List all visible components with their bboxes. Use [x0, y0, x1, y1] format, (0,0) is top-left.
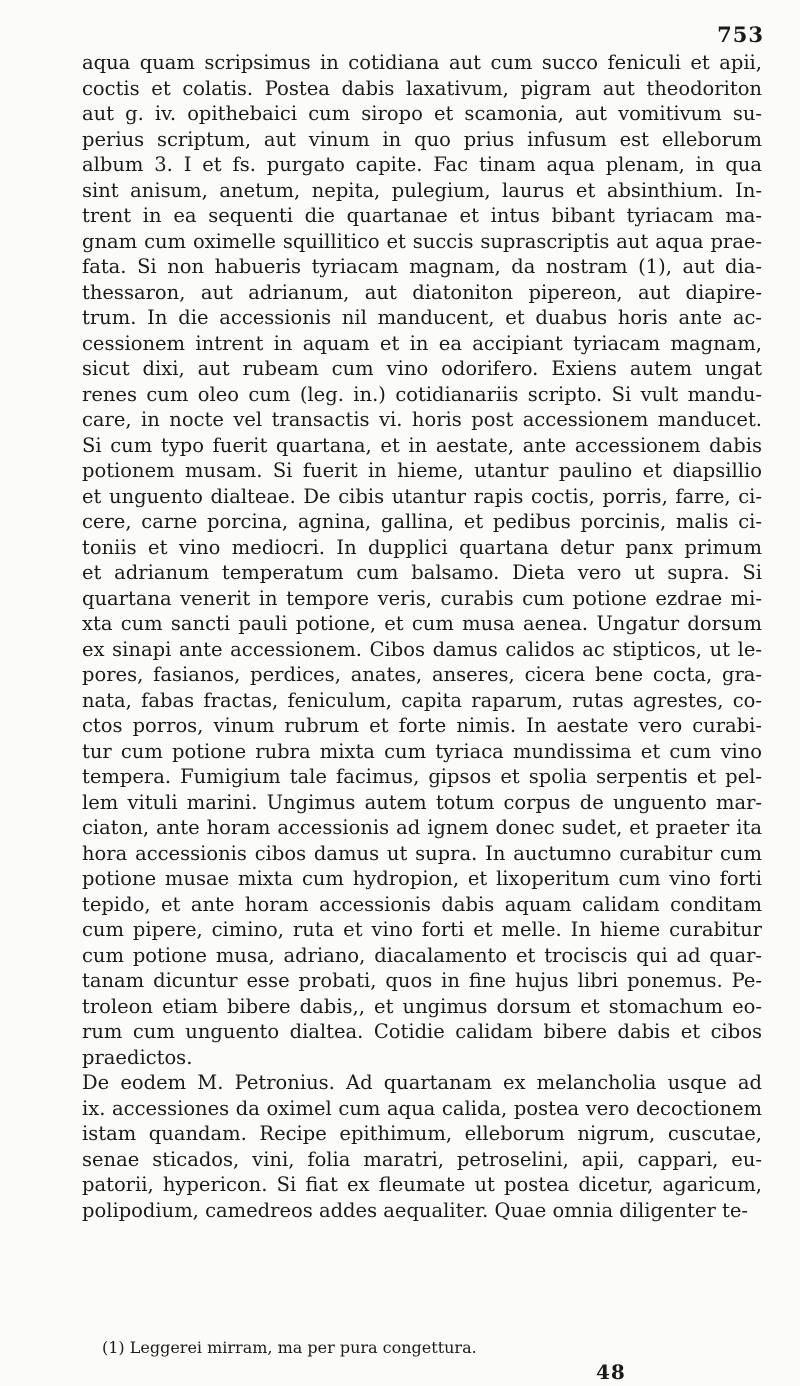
text-line: aut g. iv. opithebaici cum siropo et scamonia, aut vomitivum su- [82, 102, 762, 125]
text-line: lem vituli marini. Ungimus autem totum corpus de unguento mar- [82, 790, 762, 814]
text-line: cere, carne porcina, agnina, gallina, et pedibus porcinis, malis ci- [82, 510, 762, 533]
text-line: sicut dixi, aut rubeam cum vino odorifero. Exiens autem ungat [82, 357, 762, 380]
text-line: album 3. I et fs. purgato capite. Fac tinam aqua plenam, in qua [82, 153, 762, 176]
text-line: potione musae mixta cum hydropion, et lixoperitum cum vino forti [82, 867, 762, 890]
text-line: perius scriptum, aut vinum in quo prius infusum est elleborum [82, 127, 762, 151]
text-line: ciaton, ante horam accessionis ad ignem donec sudet, et praeter ita [82, 816, 762, 839]
signature-mark: 48 [596, 1360, 626, 1384]
text-line: cum potione musa, adriano, diacalamento et trociscis qui ad quar- [82, 943, 762, 967]
text-line: cum pipere, cimino, ruta et vino forti et melle. In hieme curabitur [82, 918, 762, 941]
text-line: troleon etiam bibere dabis,, et ungimus dorsum et stomachum eo- [82, 994, 762, 1018]
text-line: fata. Si non habueris tyriacam magnam, da nostram (1), aut dia- [82, 255, 762, 278]
text-line: care, in nocte vel transactis vi. horis post accessionem manducet. [82, 408, 762, 431]
text-line: ex sinapi ante accessionem. Cibos damus calidos ac stipticos, ut le- [82, 637, 762, 661]
text-line: trent in ea sequenti die quartanae et intus bibant tyriacam ma- [82, 204, 762, 227]
text-line: rum cum unguento dialtea. Cotidie calidam bibere dabis et cibos [82, 1020, 762, 1043]
page-number: 753 [717, 22, 764, 47]
text-line: tempera. Fumigium tale facimus, gipsos et spolia serpentis et pel- [82, 765, 762, 788]
text-line: renes cum oleo cum (leg. in.) cotidianariis scripto. Si vult mandu- [82, 382, 762, 406]
text-line: potionem musam. Si fuerit in hieme, utantur paulino et diapsillio [82, 459, 762, 482]
text-line: praedictos. [82, 1045, 193, 1069]
text-line: trum. In die accessionis nil manducent, et duabus horis ante ac- [82, 306, 762, 329]
text-line: sint anisum, anetum, nepita, pulegium, laurus et absinthium. In- [82, 178, 762, 202]
text-line: thessaron, aut adrianum, aut diatoniton pipereon, aut diapire- [82, 280, 762, 304]
text-line: polipodium, camedreos addes aequaliter. Quae omnia diligenter te- [82, 1198, 748, 1222]
text-line: ix. accessiones da oximel cum aqua calida, postea vero decoctionem [82, 1096, 762, 1120]
text-line: et unguento dialteae. De cibis utantur rapis coctis, porris, farre, ci- [82, 484, 762, 508]
text-line: tanam dicuntur esse probati, quos in fine hujus libri ponemus. Pe- [82, 969, 762, 992]
text-line: istam quandam. Recipe epithimum, elleborum nigrum, cuscutae, [82, 1122, 762, 1145]
text-line: tur cum potione rubra mixta cum tyriaca mundissima et cum vino [82, 739, 762, 763]
footnote: (1) Leggerei mirram, ma per pura congettura. [102, 1338, 477, 1357]
text-line: nata, fabas fractas, feniculum, capita raparum, rutas agrestes, co- [82, 688, 762, 712]
text-line: cessionem intrent in aquam et in ea accipiant tyriacam magnam, [82, 331, 762, 355]
text-line: et adrianum temperatum cum balsamo. Dieta vero ut supra. Si [82, 561, 762, 584]
body-text [82, 50, 762, 1223]
text-line: tepido, et ante horam accessionis dabis aquam calidam conditam [82, 892, 762, 916]
text-line: ctos porros, vinum rubrum et forte nimis. In aestate vero curabi- [82, 714, 762, 737]
text-line: xta cum sancti pauli potione, et cum musa aenea. Ungatur dorsum [82, 612, 762, 635]
text-line: Si cum typo fuerit quartana, et in aestate, ante accessionem dabis [82, 433, 762, 457]
text-line: senae sticados, vini, folia maratri, petroselini, apii, cappari, eu- [82, 1147, 762, 1171]
text-line: De eodem M. Petronius. Ad quartanam ex melancholia usque ad [82, 1071, 762, 1094]
text-line: hora accessionis cibos damus ut supra. In auctumno curabitur cum [82, 841, 762, 865]
text-line: patorii, hypericon. Si fiat ex fleumate ut postea dicetur, agaricum, [82, 1173, 762, 1196]
text-line: coctis et colatis. Postea dabis laxativum, pigram aut theodoriton [82, 76, 762, 100]
text-line: pores, fasianos, perdices, anates, anseres, cicera bene cocta, gra- [82, 663, 762, 686]
text-line: toniis et vino mediocri. In dupplici quartana detur panx primum [82, 535, 762, 559]
text-line: aqua quam scripsimus in cotidiana aut cum succo feniculi et apii, [82, 51, 762, 74]
text-line: quartana venerit in tempore veris, curabis cum potione ezdrae mi- [82, 586, 762, 610]
text-line: gnam cum oximelle squillitico et succis suprascriptis aut aqua prae- [82, 229, 762, 253]
